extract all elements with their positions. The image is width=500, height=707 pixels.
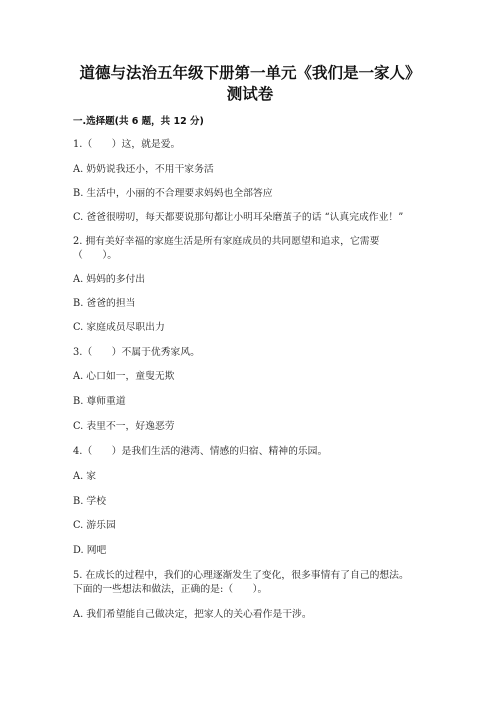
question-2-option-c[interactable]: C. 家庭成员尽职出力 <box>73 322 165 333</box>
question-3-option-a[interactable]: A. 心口如一，童叟无欺 <box>73 371 175 382</box>
question-3-option-c[interactable]: C. 表里不一，好逸恶劳 <box>73 421 175 432</box>
question-5-stem: 5. 在成长的过程中，我们的心理逐渐发生了变化，很多事情有了自己的想法。 <box>73 570 409 581</box>
question-3-option-b[interactable]: B. 尊师重道 <box>73 396 126 407</box>
question-1-option-c[interactable]: C. 爸爸很唠叨，每天都要说那句都让小明耳朵磨茧子的话 “认真完成作业！” <box>73 212 404 223</box>
question-1-option-a[interactable]: A. 奶奶说我还小，不用干家务活 <box>73 164 214 175</box>
question-2-option-a[interactable]: A. 妈妈的多付出 <box>73 274 146 285</box>
question-4-option-d[interactable]: D. 网吧 <box>73 545 107 556</box>
question-5-stem-cont: 下面的一些想法和做法，正确的是:（ ）。 <box>73 584 268 595</box>
section-heading: 一.选择题(共 6 题，共 12 分) <box>73 116 204 127</box>
question-2-option-b[interactable]: B. 爸爸的担当 <box>73 298 136 309</box>
question-4-option-a[interactable]: A. 家 <box>73 471 97 482</box>
question-1-stem: 1.（ ）这，就是爱。 <box>73 139 181 150</box>
question-4-option-c[interactable]: C. 游乐园 <box>73 520 116 531</box>
question-5-option-a[interactable]: A. 我们希望能自己做决定，把家人的关心看作是干涉。 <box>73 609 312 620</box>
question-4-stem: 4.（ ）是我们生活的港湾、情感的归宿、精神的乐园。 <box>73 446 328 457</box>
paper-title: 道德与法治五年级下册第一单元《我们是一家人》 <box>79 64 421 82</box>
question-2-stem: 2. 拥有美好幸福的家庭生活是所有家庭成员的共同愿望和追求，它需要 <box>73 236 380 247</box>
question-4-option-b[interactable]: B. 学校 <box>73 496 107 507</box>
question-1-option-b[interactable]: B. 生活中，小丽的不合理要求妈妈也全部答应 <box>73 188 273 199</box>
paper-title-line2: 测试卷 <box>226 85 274 103</box>
question-2-stem-cont: （ ）。 <box>73 250 118 261</box>
question-3-stem: 3.（ ）不属于优秀家风。 <box>73 347 200 358</box>
